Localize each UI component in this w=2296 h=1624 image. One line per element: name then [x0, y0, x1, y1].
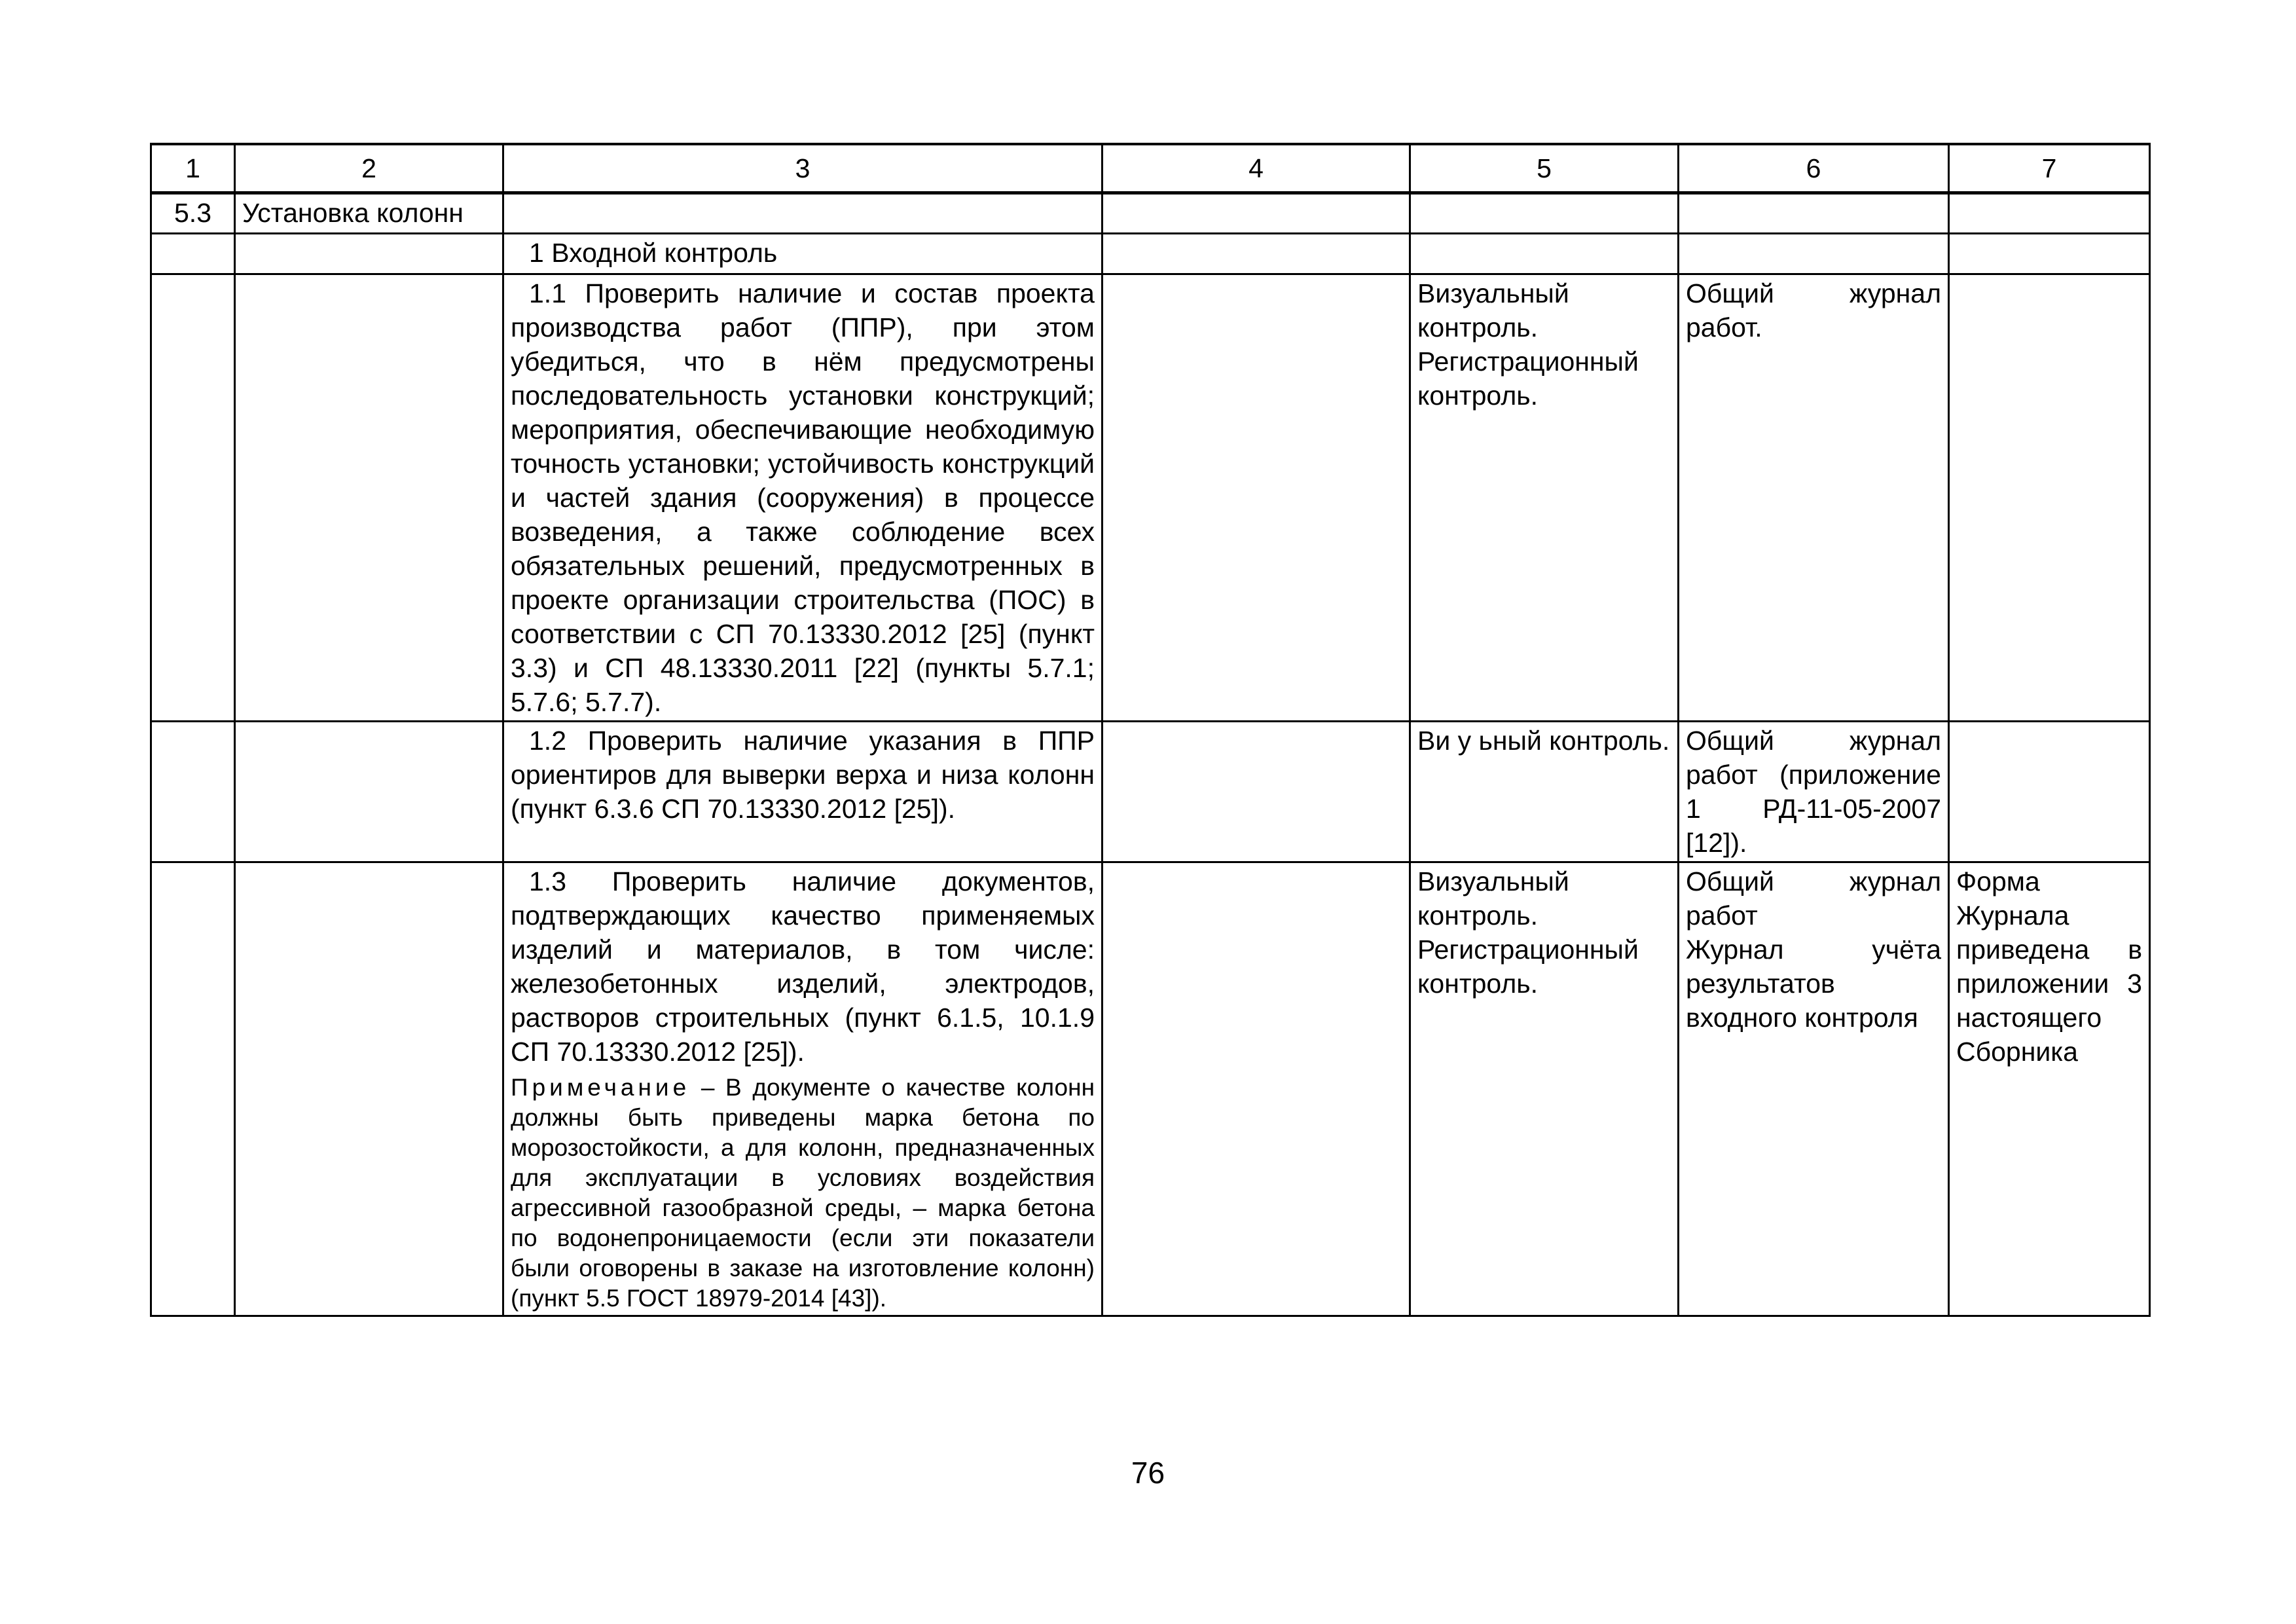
remark-1-2 [1949, 722, 2150, 862]
remark-1-3: Форма Журнала приведена в приложении 3 настоящего Сборника [1949, 862, 2150, 1316]
document-1-3-journal: Общий журнал работ [1686, 866, 1941, 931]
control-method-1-2: Ви у ьный контроль. [1410, 722, 1679, 862]
note [511, 1073, 1095, 1314]
section-title: Установка колонн [235, 193, 503, 234]
subsection-row [151, 234, 2150, 274]
control-method-1-3: Визуальный контроль. Регистрационный контроль. [1410, 862, 1679, 1316]
check-item-1-1: 1.1 Проверить наличие и состав проекта производства работ (ППР), при этом убедиться, что в нём предусмотрены последовательность установки конструкций; мероприятия, обеспечивающие необходимую точность установки; устойчивость конструкций и частей здания (сооружения) в процессе возведения, а также соблюдение всех обязательных решений, предусмотренных в проекте организации строительства (ПОС) в соответствии с СП 70.13330.2012 [25] (пункт 3.3) и СП 48.13330.2011 [22] (пункты 5.7.1; 5.7.6; 5.7.7). [503, 274, 1102, 722]
header-col-6: 6 [1679, 144, 1949, 193]
table-row [151, 274, 2150, 722]
note-label: Примечание [511, 1074, 691, 1101]
section-number: 5.3 [151, 193, 235, 234]
control-method-1-1: Визуальный контроль. Регистрационный контроль. [1410, 274, 1679, 722]
header-col-1: 1 [151, 144, 235, 193]
header-col-5: 5 [1410, 144, 1679, 193]
subsection-title: 1 Входной контроль [503, 234, 1102, 274]
page-number: 76 [1131, 1456, 1165, 1490]
remark-1-1 [1949, 274, 2150, 722]
document-1-2: Общий журнал работ (приложение 1 РД-11-05-2007 [12]). [1679, 722, 1949, 862]
section-row [151, 193, 2150, 234]
inspection-table [150, 143, 2151, 1317]
header-col-7: 7 [1949, 144, 2150, 193]
header-col-3: 3 [503, 144, 1102, 193]
check-item-1-3: 1.3 Проверить наличие документов, подтверждающих качество применяемых изделий и материалов, в том числе: железобетонных изделий, электродов, растворов строительных (пункт 6.1.5, 10.1.9 СП 70.13330.2012 [25]). [511, 866, 1095, 1067]
header-row [151, 144, 2150, 193]
table-row [151, 722, 2150, 862]
document-1-1: Общий журнал работ. [1679, 274, 1949, 722]
check-item-1-3-cell [503, 862, 1102, 1316]
header-col-2: 2 [235, 144, 503, 193]
document-1-3-log: Журнал учёта результатов входного контроля [1686, 934, 1941, 1033]
table-row [151, 862, 2150, 1316]
check-item-1-2: 1.2 Проверить наличие указания в ППР ориентиров для выверки верха и низа колонн (пункт 6.3.6 СП 70.13330.2012 [25]). [503, 722, 1102, 862]
note-text: – В документе о качестве колонн должны быть приведены марка бетона по морозостойкости, а для колонн, предназначенных для эксплуатации в условиях воздействия агрессивной газообразной среды, – марка бетона по водонепроницаемости (если эти показатели были оговорены в заказе на изготовление колонн) (пункт 5.5 ГОСТ 18979-2014 [43]). [511, 1074, 1095, 1312]
document-1-3-cell [1679, 862, 1949, 1316]
header-col-4: 4 [1102, 144, 1410, 193]
